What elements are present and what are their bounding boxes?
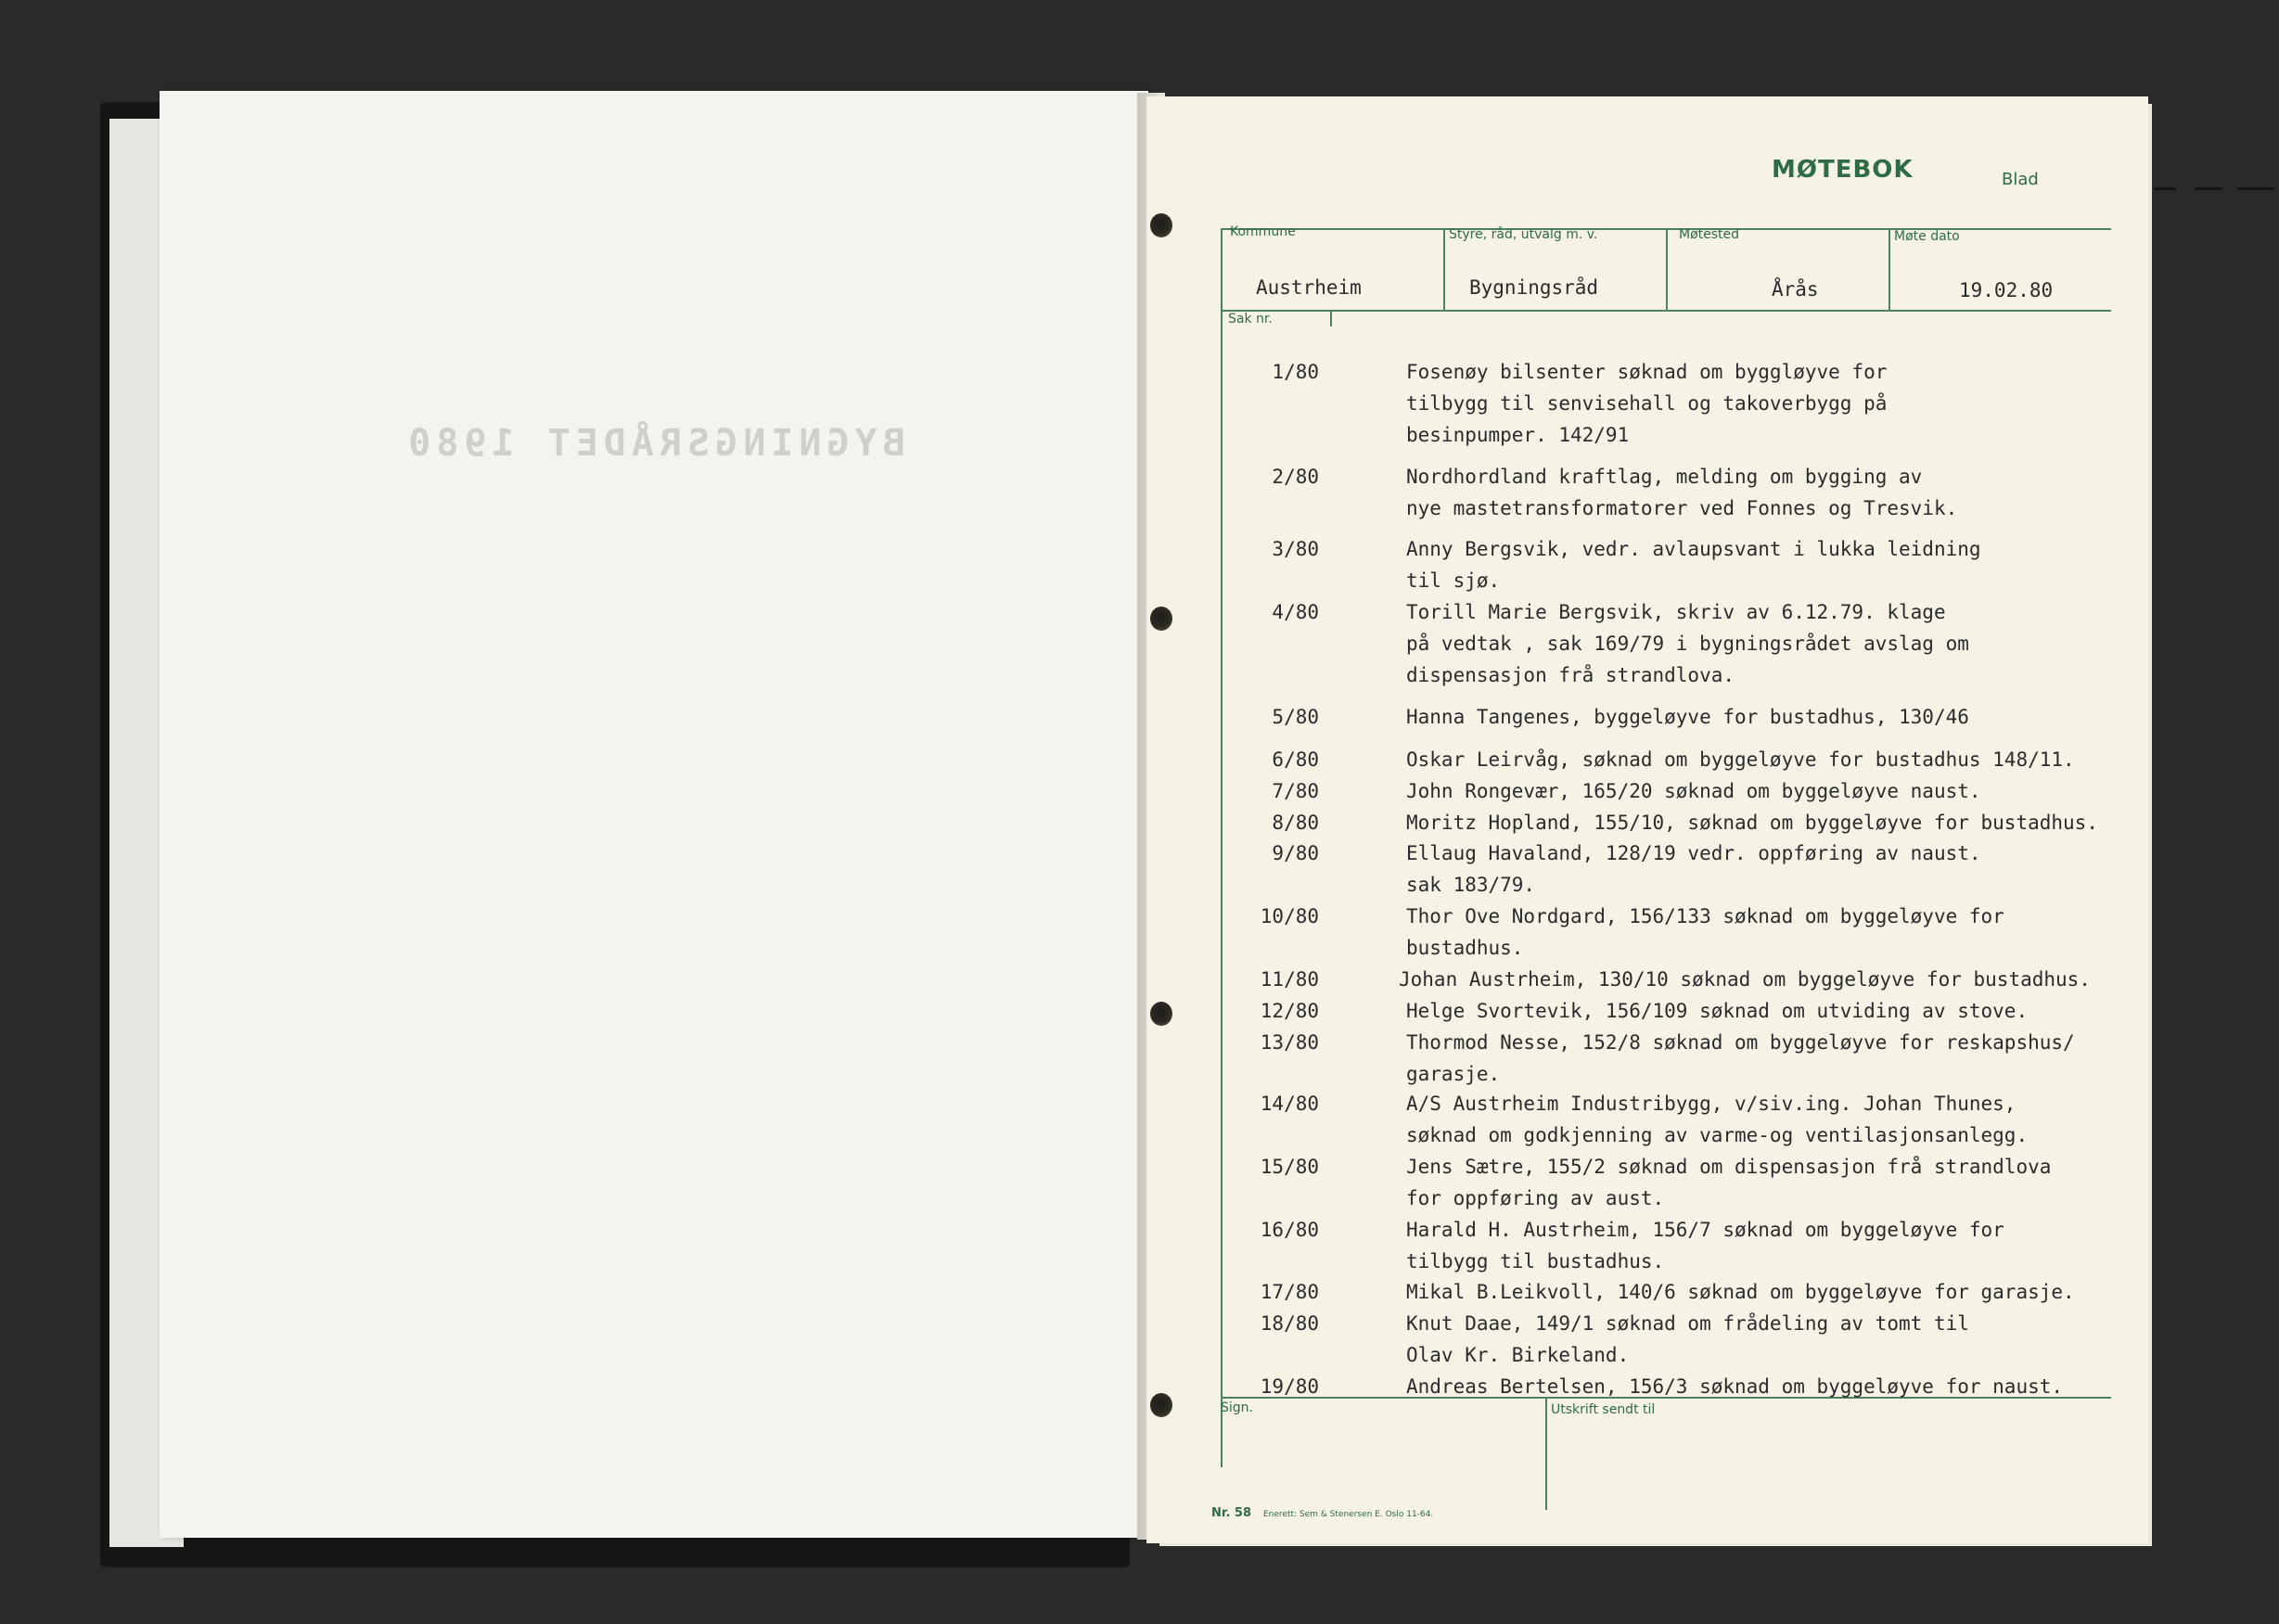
case-line: Knut Daae, 149/1 søknad om frådeling av tomt til	[1406, 1312, 1969, 1335]
case-number: 18/80	[1260, 1312, 1319, 1335]
case-line: garasje.	[1406, 1063, 1501, 1085]
case-number: 7/80	[1272, 780, 1319, 802]
left-page	[160, 91, 1148, 1538]
header-divider	[1888, 228, 1890, 310]
case-line: dispensasjon frå strandlova.	[1406, 664, 1735, 686]
case-number: 1/80	[1272, 361, 1319, 383]
form-number: Nr. 58	[1211, 1506, 1251, 1520]
header-bottom-rule	[1221, 310, 2111, 312]
blad-label: Blad	[2002, 170, 2039, 189]
case-number: 10/80	[1260, 905, 1319, 927]
form-title: MØTEBOK	[1772, 156, 1914, 184]
case-line: Torill Marie Bergsvik, skriv av 6.12.79. klage	[1406, 601, 1946, 623]
case-line: Helge Svortevik, 156/109 søknad om utviding av stove.	[1406, 1000, 2029, 1022]
case-line: Oskar Leirvåg, søknad om byggeløyve for bustadhus 148/11.	[1406, 748, 2075, 771]
punch-hole	[1150, 1393, 1172, 1417]
case-line: Nordhordland kraftlag, melding om bygging av	[1406, 466, 1923, 488]
header-divider	[1443, 228, 1445, 310]
mote-dato-value: 19.02.80	[1959, 279, 2054, 301]
case-number: 13/80	[1260, 1031, 1319, 1054]
case-line: A/S Austrheim Industribygg, v/siv.ing. Johan Thunes,	[1406, 1093, 2017, 1115]
case-line: på vedtak , sak 169/79 i bygningsrådet avslag om	[1406, 633, 1969, 655]
motested-value: Årås	[1772, 278, 1819, 301]
punch-hole	[1150, 1002, 1172, 1026]
case-number: 16/80	[1260, 1219, 1319, 1241]
case-line: Harald H. Austrheim, 156/7 søknad om byggeløyve for	[1406, 1219, 2004, 1241]
case-line: Mikal B.Leikvoll, 140/6 søknad om byggeløyve for garasje.	[1406, 1281, 2075, 1303]
mote-dato-label: Møte dato	[1894, 229, 1960, 244]
kommune-value: Austrheim	[1256, 276, 1362, 299]
case-line: tilbygg til bustadhus.	[1406, 1250, 1665, 1272]
case-line: bustadhus.	[1406, 937, 1524, 959]
case-line: til sjø.	[1406, 569, 1501, 592]
case-number: 5/80	[1272, 706, 1319, 728]
styre-label: Styre, råd, utvalg m. v.	[1449, 227, 1598, 242]
case-line: Jens Sætre, 155/2 søknad om dispensasjon frå strandlova	[1406, 1156, 2052, 1178]
case-number: 6/80	[1272, 748, 1319, 771]
case-line: Anny Bergsvik, vedr. avlaupsvant i lukka leidning	[1406, 538, 1981, 560]
case-number: 15/80	[1260, 1156, 1319, 1178]
punch-hole	[1150, 213, 1172, 237]
case-line: for oppføring av aust.	[1406, 1187, 1665, 1209]
case-number: 8/80	[1272, 812, 1319, 834]
case-number: 4/80	[1272, 601, 1319, 623]
marker-dash	[2237, 187, 2274, 190]
styre-value: Bygningsråd	[1469, 276, 1599, 299]
case-number: 19/80	[1260, 1375, 1319, 1398]
case-line: nye mastetransformatorer ved Fonnes og Tresvik.	[1406, 497, 1958, 519]
printer-imprint: Enerett: Sem & Stenersen E. Oslo 11-64.	[1263, 1510, 1434, 1519]
case-number: 12/80	[1260, 1000, 1319, 1022]
header-divider	[1666, 228, 1668, 310]
utskrift-label: Utskrift sendt til	[1551, 1402, 1656, 1417]
case-line: Andreas Bertelsen, 156/3 søknad om byggeløyve for naust.	[1406, 1375, 2064, 1398]
case-line: sak 183/79.	[1406, 874, 1536, 896]
case-line: Thormod Nesse, 152/8 søknad om byggeløyve for reskapshus/	[1406, 1031, 2075, 1054]
show-through-title: BYGNINGSRÅDET 1980	[403, 422, 905, 465]
kommune-label: Kommune	[1230, 224, 1296, 239]
case-number: 14/80	[1260, 1093, 1319, 1115]
sak-nr-divider	[1330, 310, 1332, 326]
case-number: 9/80	[1272, 842, 1319, 864]
sak-nr-label: Sak nr.	[1228, 312, 1273, 326]
case-line: søknad om godkjenning av varme-og ventilasjonsanlegg.	[1406, 1124, 2029, 1146]
case-line: Ellaug Havaland, 128/19 vedr. oppføring av naust.	[1406, 842, 1981, 864]
case-line: Johan Austrheim, 130/10 søknad om byggeløyve for bustadhus.	[1399, 968, 2091, 991]
case-line: John Rongevær, 165/20 søknad om byggeløyve naust.	[1406, 780, 1981, 802]
case-line: Olav Kr. Birkeland.	[1406, 1344, 1630, 1366]
case-line: Moritz Hopland, 155/10, søknad om byggeløyve for bustadhus.	[1406, 812, 2098, 834]
case-line: tilbygg til senvisehall og takoverbygg på	[1406, 392, 1888, 415]
motested-label: Møtested	[1679, 227, 1740, 242]
case-number: 2/80	[1272, 466, 1319, 488]
marker-dash	[2195, 187, 2222, 190]
case-line: besinpumper. 142/91	[1406, 424, 1630, 446]
sign-divider	[1545, 1397, 1547, 1510]
case-line: Hanna Tangenes, byggeløyve for bustadhus, 130/46	[1406, 706, 1969, 728]
case-number: 3/80	[1272, 538, 1319, 560]
case-line: Thor Ove Nordgard, 156/133 søknad om byggeløyve for	[1406, 905, 2004, 927]
case-line: Fosenøy bilsenter søknad om byggløyve for	[1406, 361, 1888, 383]
case-number: 17/80	[1260, 1281, 1319, 1303]
marker-dash	[2154, 187, 2176, 190]
sign-label: Sign.	[1221, 1400, 1253, 1415]
case-number: 11/80	[1260, 968, 1319, 991]
punch-hole	[1150, 607, 1172, 631]
